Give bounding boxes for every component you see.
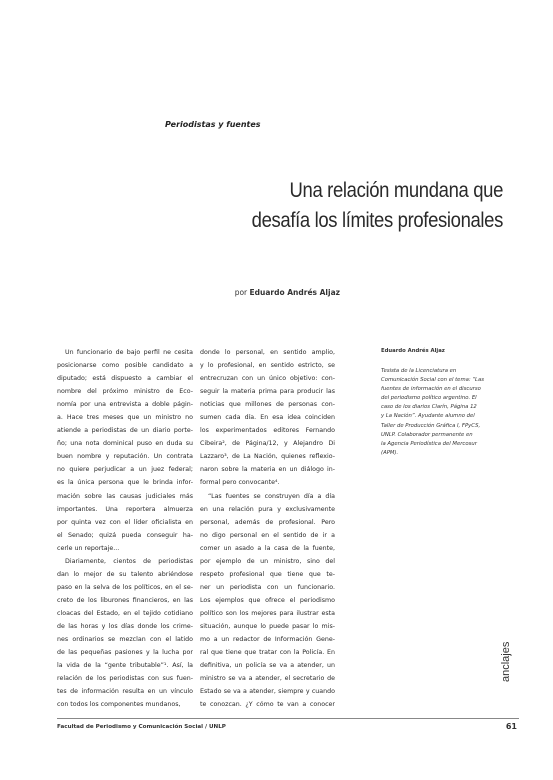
text-line: entrecruzan con un único objetivo: con- — [200, 375, 335, 383]
text-line: comer un asado a la casa de la fuente, — [200, 544, 335, 552]
section-tab-label — [500, 636, 514, 682]
text-line: dan lo mejor de su talento abriéndose — [57, 570, 193, 578]
body-column-2 — [200, 346, 335, 711]
title-line-1: Una relación mundana que — [289, 179, 503, 202]
text-line: ral que tiene que tratar con la Policía. En — [200, 649, 335, 657]
text-line: definitiva, un policía se va a atender, un — [200, 662, 335, 670]
text-line: ño; una nota dominical puso en duda su — [57, 440, 193, 448]
text-line: noticias que millones de personas con- — [200, 401, 335, 409]
text-line: en una relación pura y exclusivamente — [200, 505, 335, 513]
text-line: seguir la materia prima para producir las — [200, 388, 335, 396]
bio-line: Taller de Producción Gráfica I, FPyCS, — [381, 422, 481, 429]
text-line: Lazzaro³, de La Nación, quienes reflexio- — [200, 453, 335, 461]
text-line: cloacas del Estado, en el tejido cotidiano — [57, 609, 193, 617]
vertical-label-text: anclajes — [500, 641, 512, 682]
text-line: naron sobre la materia en un diálogo in- — [200, 466, 335, 474]
bio-line: (APM). — [381, 449, 399, 456]
text-line: importantes. Una reportera almuerza — [57, 505, 193, 513]
text-line: posicionarse como posible candidato a — [57, 362, 193, 370]
text-line: tes de información resulta en un vínculo — [57, 688, 193, 696]
byline-prefix: por — [234, 288, 248, 297]
text-line: el Senado; quizá pueda conseguir ha- — [57, 531, 193, 539]
bio-line: la Agencia Periodística del Mercosur — [381, 440, 477, 447]
byline-author: Eduardo Andrés Aljaz — [249, 288, 340, 297]
bio-line: caso de los diarios Clarín, Página 12 — [381, 404, 477, 411]
text-line: Los ejemplos que ofrece el periodismo — [200, 596, 335, 604]
text-line: ner un periodista con un funcionario. — [200, 583, 335, 591]
text-line: por ejemplo de un ministro, sino del — [200, 557, 335, 565]
text-line: los experimentados editores Fernando — [200, 427, 335, 435]
sidebar-bio — [381, 367, 499, 458]
text-line: situación, aunque lo puede pasar lo mis- — [200, 622, 335, 630]
text-line: “Las fuentes se construyen día a día — [208, 492, 335, 500]
text-line: Un funcionario de bajo perfil ne cesita — [65, 349, 193, 356]
text-line: diputado; está dispuesto a cambiar el — [57, 375, 193, 383]
section-label: Periodistas y fuentes — [165, 120, 261, 129]
text-line: Estado se va a atender, siempre y cuando — [200, 688, 335, 696]
text-line: la vida de la “gente tributable”¹. Así, la — [57, 662, 193, 670]
article-title — [133, 176, 503, 236]
title-line-2: desafía los límites profesionales — [251, 209, 503, 232]
sidebar-author: Eduardo Andrés Aljaz — [381, 348, 445, 354]
text-line: por quinta vez con el líder oficialista en — [57, 518, 193, 526]
text-line: te conozcan. ¿Y cómo te van a conocer — [200, 701, 335, 709]
text-line: de las pequeñas pasiones y la lucha por — [57, 649, 193, 657]
text-line: relación de los periodistas con sus fuen- — [57, 675, 193, 683]
text-line: es la única persona que le brinda infor- — [57, 479, 193, 487]
text-line: no digo personal en el sentido de ir a — [200, 531, 335, 539]
text-line: cerle un reportaje... — [57, 544, 120, 552]
text-line: no quiere perjudicar a un juez federal; — [57, 466, 193, 474]
text-line: buen nombre y reputación. Un contrata — [57, 453, 193, 461]
text-line: respeto profesional que tiene que te- — [200, 570, 335, 578]
text-line: nomía por una entrevista a doble págin- — [57, 401, 193, 409]
text-line: y lo profesional, en sentido estricto, se — [200, 362, 335, 370]
text-line: donde lo personal, en sentido amplio, — [200, 349, 335, 356]
text-line: sumen cada día. En esa idea coinciden — [200, 414, 335, 422]
text-line: atiende a periodistas de un diario porte- — [57, 427, 193, 435]
text-line: paso en la selva de los políticos, en el se- — [57, 583, 193, 591]
bio-line: y La Nación”. Ayudante alumno del — [381, 413, 475, 420]
footer-rule — [57, 718, 519, 719]
text-line: a. Hace tres meses que un ministro no — [57, 414, 193, 422]
text-line: nes ordinarios se mezclan con el latido — [57, 636, 193, 644]
bio-line: fuentes de información en el discurso — [381, 386, 481, 393]
text-line: Diariamente, cientos de periodistas — [65, 557, 193, 565]
byline — [210, 288, 340, 297]
text-line: de las horas y los días donde los crime- — [57, 622, 193, 630]
body-column-1 — [57, 346, 193, 711]
text-line: personal, además de profesional. Pero — [200, 518, 335, 526]
text-line: político son los mejores para ilustrar esta — [200, 609, 335, 617]
bio-line: UNLP. Colaborador permanente en — [381, 431, 473, 438]
text-line: mación sobre las causas judiciales más — [57, 492, 193, 500]
text-line: con todos los componentes mundanos, — [57, 701, 181, 709]
bio-line: Comunicación Social con el tema: “Las — [381, 377, 485, 384]
page-number: 61 — [505, 722, 517, 731]
bio-line: del periodismo político argentino. El — [381, 395, 477, 402]
text-line: Cibeira², de Página/12, y Alejandro Di — [200, 440, 335, 448]
footer-institution: Facultad de Periodismo y Comunicación Social / UNLP — [57, 724, 226, 730]
bio-line: Tesista de la Licenciatura en — [381, 368, 457, 374]
text-line: creto de los liburones financieros, en las — [57, 596, 193, 604]
text-line: ministro se va a atender, el secretario de — [200, 675, 335, 683]
text-line: formal pero convocante⁴. — [200, 479, 280, 487]
text-line: nombre del próximo ministro de Eco- — [57, 388, 193, 396]
text-line: mo a un redactor de Información Gene- — [200, 636, 335, 644]
